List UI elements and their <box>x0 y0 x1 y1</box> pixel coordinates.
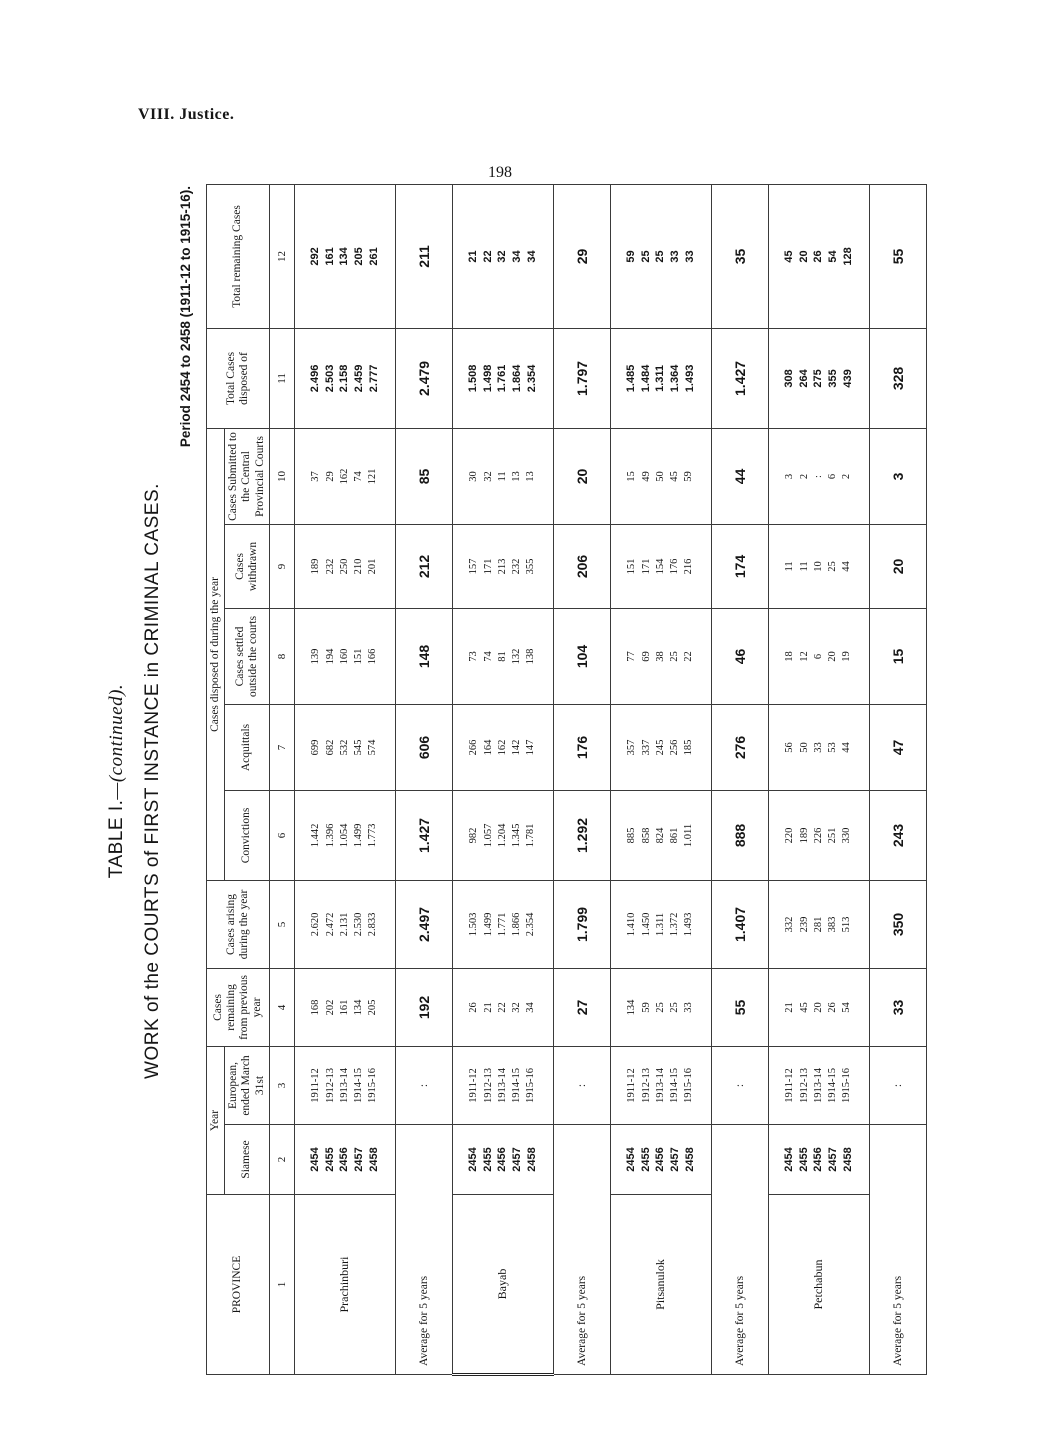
avg-submitted: 3 <box>869 428 926 524</box>
col-arising-header: Cases arising during the year <box>207 880 270 968</box>
submitted-values: 30 32 11 13 13 <box>452 428 553 524</box>
header-row-1 <box>207 184 225 1374</box>
avg-total-remaining: 29 <box>553 184 610 328</box>
european-years: 1911-12 1912-13 1913-14 1914-15 1915-16 <box>452 1046 553 1124</box>
avg-submitted: 44 <box>711 428 768 524</box>
european-years: 1911-12 1912-13 1913-14 1914-15 1915-16 <box>610 1046 711 1124</box>
average-label: Average for 5 years <box>869 1125 926 1375</box>
column-number: 12 <box>269 184 294 328</box>
section-header: VIII. Justice. <box>138 106 235 123</box>
avg-remaining-prev: 55 <box>711 968 768 1046</box>
col-settled-header: Cases settled outside the courts <box>225 608 270 704</box>
col-convictions-header: Convictions <box>225 790 270 880</box>
average-label: Average for 5 years <box>711 1125 768 1375</box>
column-number: 6 <box>269 790 294 880</box>
average-label: Average for 5 years <box>553 1125 610 1375</box>
col-submitted-header: Cases Submitted to the Central Provincial Courts <box>225 428 270 524</box>
european-years: 1911-12 1912-13 1913-14 1914-15 1915-16 <box>294 1046 395 1124</box>
siamese-years: 2454 2455 2456 2457 2458 <box>768 1125 869 1195</box>
province-group-bayab <box>452 184 553 1374</box>
province-name: Pitsanulok <box>610 1195 711 1375</box>
settled-values: 77 69 38 25 22 <box>610 608 711 704</box>
avg-convictions: 243 <box>869 790 926 880</box>
total-remaining-values: 21 22 32 34 34 <box>452 184 553 328</box>
avg-total-remaining: 35 <box>711 184 768 328</box>
remaining-prev-values: 21 45 20 26 54 <box>768 968 869 1046</box>
avg-submitted: 85 <box>395 428 452 524</box>
avg-acquittals: 47 <box>869 704 926 790</box>
avg-withdrawn: 20 <box>869 524 926 608</box>
column-number: 10 <box>269 428 294 524</box>
average-label: Average for 5 years <box>395 1125 452 1375</box>
settled-values: 18 12 6 20 19 <box>768 608 869 704</box>
avg-settled: 15 <box>869 608 926 704</box>
column-number: 2 <box>269 1125 294 1195</box>
acquittals-values: 699 682 532 545 574 <box>294 704 395 790</box>
acquittals-values: 357 337 245 256 185 <box>610 704 711 790</box>
european-years: 1911-12 1912-13 1913-14 1914-15 1915-16 <box>768 1046 869 1124</box>
settled-values: 139 194 160 151 166 <box>294 608 395 704</box>
col-withdrawn-header: Cases withdrawn <box>225 524 270 608</box>
total-disposed-values: 1.508 1.498 1.761 1.864 2.354 <box>452 328 553 428</box>
col-siamese-header: Siamese <box>225 1125 270 1195</box>
avg-withdrawn: 174 <box>711 524 768 608</box>
avg-total-remaining: 55 <box>869 184 926 328</box>
convictions-values: 885 858 824 861 1.011 <box>610 790 711 880</box>
arising-values: 2.620 2.472 2.131 2.530 2.833 <box>294 880 395 968</box>
convictions-values: 220 189 226 251 330 <box>768 790 869 880</box>
siamese-years: 2454 2455 2456 2457 2458 <box>610 1125 711 1195</box>
col-acquittals-header: Acquittals <box>225 704 270 790</box>
total-remaining-values: 292 161 134 205 261 <box>294 184 395 328</box>
remaining-prev-values: 168 202 161 134 205 <box>294 968 395 1046</box>
avg-convictions: 1.292 <box>553 790 610 880</box>
submitted-values: 37 29 162 74 121 <box>294 428 395 524</box>
column-number: 3 <box>269 1046 294 1124</box>
average-row-prachinburi <box>395 184 452 1374</box>
avg-total-disposed: 1.427 <box>711 328 768 428</box>
col-total-remaining-header: Total remaining Cases <box>207 184 270 328</box>
average-dots: : <box>553 1046 610 1124</box>
convictions-values: 982 1.057 1.204 1.345 1.781 <box>452 790 553 880</box>
avg-convictions: 888 <box>711 790 768 880</box>
arising-values: 1.503 1.499 1.771 1.866 2.354 <box>452 880 553 968</box>
avg-arising: 350 <box>869 880 926 968</box>
avg-total-disposed: 328 <box>869 328 926 428</box>
avg-settled: 46 <box>711 608 768 704</box>
table-label-main: TABLE I. <box>106 799 127 879</box>
avg-remaining-prev: 192 <box>395 968 452 1046</box>
avg-submitted: 20 <box>553 428 610 524</box>
arising-values: 332 239 281 383 513 <box>768 880 869 968</box>
withdrawn-values: 11 11 10 25 44 <box>768 524 869 608</box>
avg-withdrawn: 206 <box>553 524 610 608</box>
rotated-table-area <box>98 186 913 1376</box>
province-group-pitsanulok <box>610 184 711 1374</box>
column-number: 7 <box>269 704 294 790</box>
table-label <box>106 186 128 1376</box>
column-number: 5 <box>269 880 294 968</box>
avg-acquittals: 276 <box>711 704 768 790</box>
avg-withdrawn: 212 <box>395 524 452 608</box>
avg-arising: 2.497 <box>395 880 452 968</box>
column-number: 4 <box>269 968 294 1046</box>
column-number: 8 <box>269 608 294 704</box>
column-number-row <box>269 184 294 1374</box>
avg-total-remaining: 211 <box>395 184 452 328</box>
table-period: Period 2454 to 2458 (1911-12 to 1915-16). <box>178 186 193 448</box>
col-year-header: Year <box>207 1046 225 1194</box>
col-total-disposed-header: Total Cases disposed of <box>207 328 270 428</box>
avg-settled: 148 <box>395 608 452 704</box>
avg-arising: 1.799 <box>553 880 610 968</box>
submitted-values: 15 49 50 45 59 <box>610 428 711 524</box>
siamese-years: 2454 2455 2456 2457 2458 <box>452 1125 553 1195</box>
avg-total-disposed: 2.479 <box>395 328 452 428</box>
avg-remaining-prev: 27 <box>553 968 610 1046</box>
province-group-prachinburi <box>294 184 395 1374</box>
province-group-petchabun <box>768 184 869 1374</box>
total-disposed-values: 1.485 1.484 1.311 1.364 1.493 <box>610 328 711 428</box>
acquittals-values: 56 50 33 53 44 <box>768 704 869 790</box>
avg-arising: 1.407 <box>711 880 768 968</box>
total-disposed-values: 2.496 2.503 2.158 2.459 2.777 <box>294 328 395 428</box>
province-name: Petchabun <box>768 1195 869 1375</box>
arising-values: 1.410 1.450 1.311 1.372 1.493 <box>610 880 711 968</box>
average-dots: : <box>395 1046 452 1124</box>
col-disposed-group-header: Cases disposed of during the year <box>207 428 225 880</box>
withdrawn-values: 151 171 154 176 216 <box>610 524 711 608</box>
criminal-cases-table <box>206 184 927 1376</box>
avg-convictions: 1.427 <box>395 790 452 880</box>
page-number: 198 <box>488 164 512 181</box>
total-remaining-values: 45 20 26 54 128 <box>768 184 869 328</box>
withdrawn-values: 157 171 213 232 355 <box>452 524 553 608</box>
average-dots: : <box>711 1046 768 1124</box>
table-title: WORK of the COURTS of FIRST INSTANCE in CRIMINAL CASES. <box>142 483 163 1079</box>
column-number: 9 <box>269 524 294 608</box>
convictions-values: 1.442 1.396 1.054 1.499 1.773 <box>294 790 395 880</box>
table-label-continued: —(continued). <box>106 683 127 800</box>
acquittals-values: 266 164 162 142 147 <box>452 704 553 790</box>
remaining-prev-values: 134 59 25 25 33 <box>610 968 711 1046</box>
province-name: Prachinburi <box>294 1195 395 1375</box>
col-remaining-prev-header: Cases remaining from previous year <box>207 968 270 1046</box>
total-disposed-values: 308 264 275 355 439 <box>768 328 869 428</box>
withdrawn-values: 189 232 250 210 201 <box>294 524 395 608</box>
avg-remaining-prev: 33 <box>869 968 926 1046</box>
submitted-values: 3 2 : 6 2 <box>768 428 869 524</box>
column-number: 1 <box>269 1195 294 1375</box>
settled-values: 73 74 81 132 138 <box>452 608 553 704</box>
avg-acquittals: 606 <box>395 704 452 790</box>
col-province-header: PROVINCE <box>207 1195 270 1375</box>
avg-acquittals: 176 <box>553 704 610 790</box>
province-name: Bayab <box>452 1195 553 1375</box>
average-row-petchabun <box>869 184 926 1374</box>
column-number: 11 <box>269 328 294 428</box>
average-row-pitsanulok <box>711 184 768 1374</box>
siamese-years: 2454 2455 2456 2457 2458 <box>294 1125 395 1195</box>
col-european-header: European, ended March 31st <box>225 1046 270 1124</box>
total-remaining-values: 59 25 25 33 33 <box>610 184 711 328</box>
average-dots: : <box>869 1046 926 1124</box>
avg-settled: 104 <box>553 608 610 704</box>
average-row-bayab <box>553 184 610 1374</box>
remaining-prev-values: 26 21 22 32 34 <box>452 968 553 1046</box>
avg-total-disposed: 1.797 <box>553 328 610 428</box>
